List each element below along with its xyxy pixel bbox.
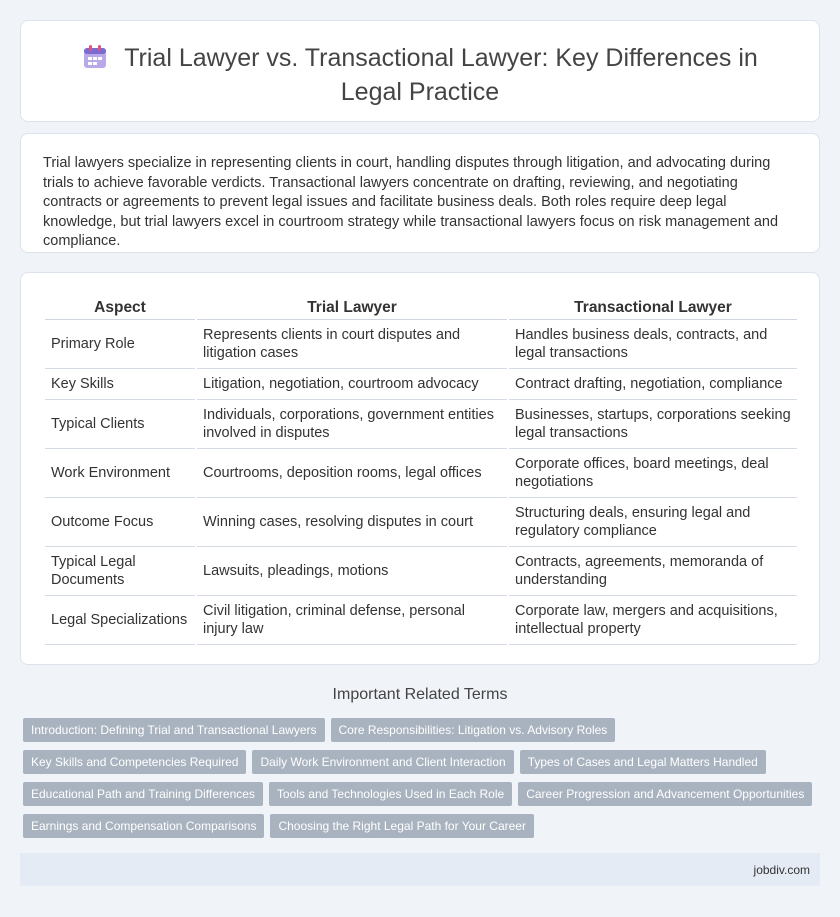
related-term-tag[interactable]: Earnings and Compensation Comparisons [23,814,264,838]
title-card [20,20,820,122]
aspect-cell: Key Skills [45,369,195,400]
related-terms-list [23,718,823,846]
page-title-wrap [61,43,779,107]
related-term-tag[interactable]: Career Progression and Advancement Opportunities [518,782,812,806]
related-term-tag[interactable]: Core Responsibilities: Litigation vs. Advisory Roles [331,718,616,742]
trial-cell: Litigation, negotiation, courtroom advocacy [197,369,507,400]
calendar-icon [82,44,108,77]
transactional-cell: Contracts, agreements, memoranda of understanding [509,547,797,596]
table-row [45,320,797,369]
footer [20,853,820,886]
header-aspect: Aspect [45,297,195,320]
table-row [45,369,797,400]
related-term-tag[interactable]: Key Skills and Competencies Required [23,750,246,774]
trial-cell: Winning cases, resolving disputes in court [197,498,507,547]
trial-cell: Courtrooms, deposition rooms, legal offices [197,449,507,498]
aspect-cell: Typical Legal Documents [45,547,195,596]
comparison-table [43,297,799,645]
table-row [45,400,797,449]
aspect-cell: Primary Role [45,320,195,369]
related-term-tag[interactable]: Types of Cases and Legal Matters Handled [520,750,766,774]
intro-card [20,133,820,253]
transactional-cell: Contract drafting, negotiation, compliance [509,369,797,400]
aspect-cell: Outcome Focus [45,498,195,547]
header-trial-lawyer: Trial Lawyer [197,297,507,320]
related-term-tag[interactable]: Daily Work Environment and Client Interaction [252,750,513,774]
footer-site-link[interactable]: jobdiv.com [753,863,810,877]
intro-paragraph: Trial lawyers specialize in representing clients in court, handling disputes through litigation, and advocating during trials to achieve favorable verdicts. Transactional lawyers concentrate on drafting, reviewing, and negotiating contracts or agreements to prevent legal issues and facilitate business deals. Both roles require deep legal knowledge, but trial lawyers excel in courtroom strategy while transactional lawyers focus on risk management and compliance. [43,155,779,249]
transactional-cell: Businesses, startups, corporations seeking legal transactions [509,400,797,449]
header-transactional-lawyer: Transactional Lawyer [509,297,797,320]
aspect-cell: Legal Specializations [45,596,195,645]
related-term-tag[interactable]: Introduction: Defining Trial and Transactional Lawyers [23,718,325,742]
transactional-cell: Corporate offices, board meetings, deal negotiations [509,449,797,498]
related-terms-title: Important Related Terms [332,686,508,703]
trial-cell: Individuals, corporations, government entities involved in disputes [197,400,507,449]
transactional-cell: Structuring deals, ensuring legal and regulatory compliance [509,498,797,547]
aspect-cell: Work Environment [45,449,195,498]
aspect-cell: Typical Clients [45,400,195,449]
table-header-row [45,297,797,320]
related-term-tag[interactable]: Educational Path and Training Differences [23,782,263,806]
trial-cell: Civil litigation, criminal defense, personal injury law [197,596,507,645]
page-title: Trial Lawyer vs. Transactional Lawyer: Key Differences in Legal Practice [124,44,758,106]
related-term-tag[interactable]: Choosing the Right Legal Path for Your Career [270,814,534,838]
table-row [45,547,797,596]
transactional-cell: Corporate law, mergers and acquisitions, intellectual property [509,596,797,645]
transactional-cell: Handles business deals, contracts, and legal transactions [509,320,797,369]
table-row [45,498,797,547]
trial-cell: Represents clients in court disputes and litigation cases [197,320,507,369]
related-term-tag[interactable]: Tools and Technologies Used in Each Role [269,782,512,806]
table-row [45,449,797,498]
trial-cell: Lawsuits, pleadings, motions [197,547,507,596]
table-row [45,596,797,645]
comparison-card [20,272,820,665]
